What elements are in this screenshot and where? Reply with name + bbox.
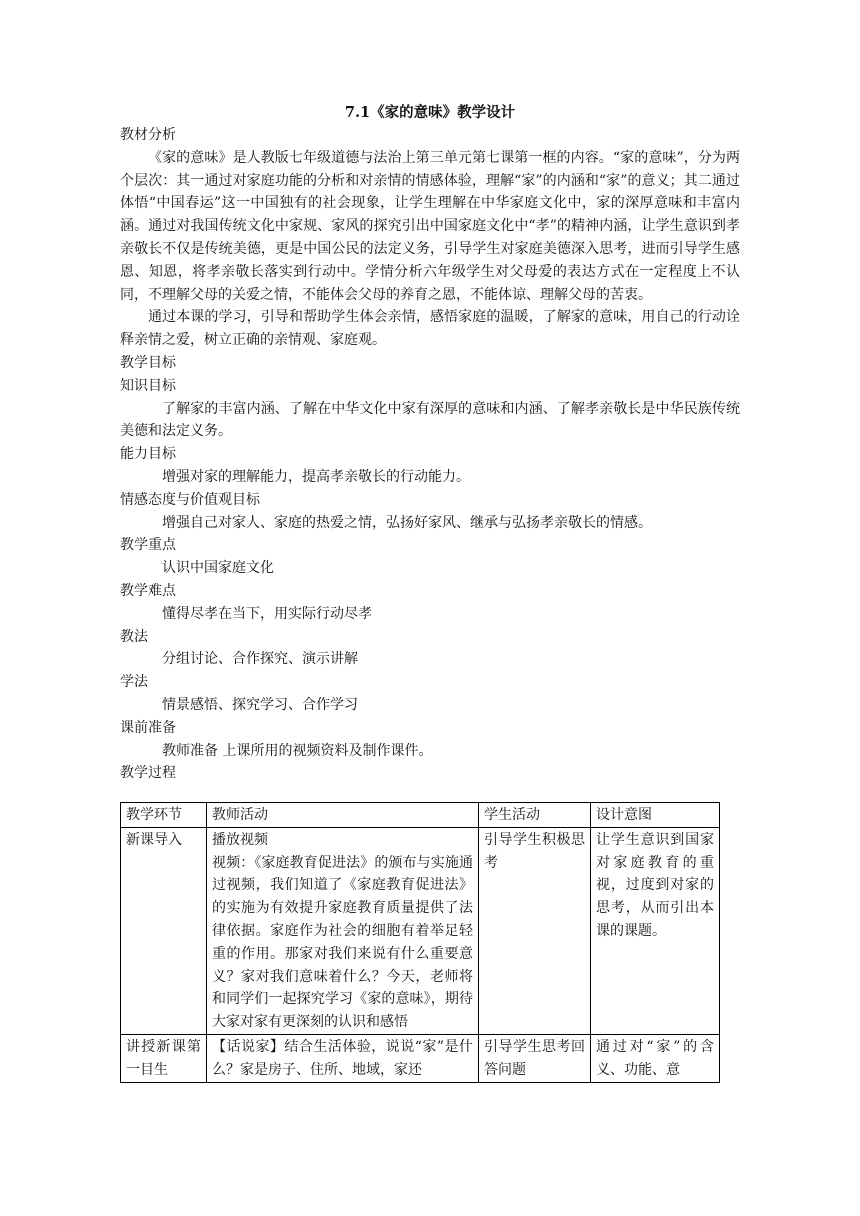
- section-heading-difficulty: 教学难点: [120, 582, 176, 599]
- section-heading-method: 教法: [120, 628, 148, 645]
- emotion-text: 增强自己对家人、家庭的热爱之情，弘扬好家风、继承与弘扬孝亲敬长的情感。: [162, 514, 652, 531]
- analysis-paragraph-2: 通过本课的学习，引导和帮助学生体会亲情，感悟家庭的温暖，了解家的意味，用自己的行动诠释亲情之爱，树立正确的亲情观、家庭观。: [120, 309, 740, 349]
- table-header-cell: 教学环节: [121, 803, 207, 828]
- analysis-paragraph-1: 《家的意味》是人教版七年级道德与法治上第三单元第七课第一框的内容。“家的意味”，分为两个层次：其一通过对家庭功能的分析和对亲情的情感体验，理解“家”的内涵和“家”的意义；其二通过体悟“中国春运”这一中国独有的社会现象，让学生理解在中华家庭文化中，家的深厚意味和丰富内涵。通过对我国传统文化中家规、家风的探究引出中国家庭文化中“孝”的精神内涵，让学生意识到孝亲敬长不仅是传统美德，更是中国公民的法定义务，引导学生对家庭美德深入思考，进而引导学生感恩、知恩，将孝亲敬长落实到行动中。学情分析六年级学生对父母爱的表达方式在一定程度上不认同，不理解父母的关爱之情，不能体会父母的养育之恩，不能体谅、理解父母的苦衷。: [120, 149, 740, 303]
- student-activity-cell: 引导学生积极思考: [479, 827, 591, 1034]
- design-intent-cell: 通过对“家”的含义、功能、意: [591, 1034, 720, 1082]
- subheading-emotion: 情感态度与价值观目标: [120, 491, 260, 508]
- design-intent-cell: 让学生意识到国家对家庭教育的重视，过度到对家的思考，从而引出本课的课题。: [591, 827, 720, 1034]
- study-text: 情景感悟、探究学习、合作学习: [162, 696, 358, 713]
- key-text: 认识中国家庭文化: [162, 560, 274, 577]
- stage-cell: 讲授新课第一目生: [121, 1034, 207, 1082]
- knowledge-text: 了解家的丰富内涵、了解在中华文化中家有深厚的意味和内涵、了解孝亲敬长是中华民族传统美德和法定义务。: [120, 400, 740, 440]
- section-heading-analysis: 教材分析: [120, 127, 176, 143]
- ability-text: 增强对家的理解能力，提高孝亲敬长的行动能力。: [162, 468, 470, 485]
- teaching-process-table: [120, 802, 720, 1083]
- teacher-activity-line: 视频：《家庭教育促进法》的颁布与实施通过视频，我们知道了《家庭教育促进法》的实施为有效提升家庭教育质量提供了法律依据。家庭作为社会的细胞有着举足轻重的作用。那家对我们来说有什么重要意义？家对我们意味着什么？今天，老师将和同学们一起探究学习《家的意味》，期待大家对家有更深刻的认识和感悟: [212, 854, 473, 1031]
- document-title: 7.1《家的意味》教学设计: [344, 104, 516, 121]
- method-text: 分组讨论、合作探究、演示讲解: [162, 651, 358, 668]
- subheading-ability: 能力目标: [120, 446, 176, 463]
- table-header-cell: 设计意图: [591, 803, 720, 828]
- table-header-cell: 学生活动: [479, 803, 591, 828]
- section-heading-key: 教学重点: [120, 537, 176, 554]
- student-activity-cell: 引导学生思考回答问题: [479, 1034, 591, 1082]
- teacher-activity-cell: [207, 827, 479, 1034]
- section-heading-prep: 课前准备: [120, 719, 176, 736]
- table-header-row: [121, 803, 720, 828]
- prep-text: 教师准备 上课所用的视频资料及制作课件。: [162, 742, 433, 759]
- teacher-activity-cell: [207, 1034, 479, 1082]
- difficulty-text: 懂得尽孝在当下，用实际行动尽孝: [162, 605, 372, 622]
- subheading-knowledge: 知识目标: [120, 377, 176, 394]
- section-heading-goals: 教学目标: [120, 354, 176, 371]
- teacher-activity-line: 【话说家】结合生活体验，说说“家”是什么？家是房子、住所、地域，家还: [212, 1038, 473, 1078]
- section-heading-study: 学法: [120, 674, 148, 691]
- document-body: [120, 124, 740, 785]
- table-row: [121, 1034, 720, 1082]
- table-row: [121, 827, 720, 1034]
- section-heading-process: 教学过程: [120, 765, 176, 782]
- table-header-cell: 教师活动: [207, 803, 479, 828]
- teacher-activity-line: 播放视频: [212, 831, 268, 848]
- stage-cell: 新课导入: [121, 827, 207, 1034]
